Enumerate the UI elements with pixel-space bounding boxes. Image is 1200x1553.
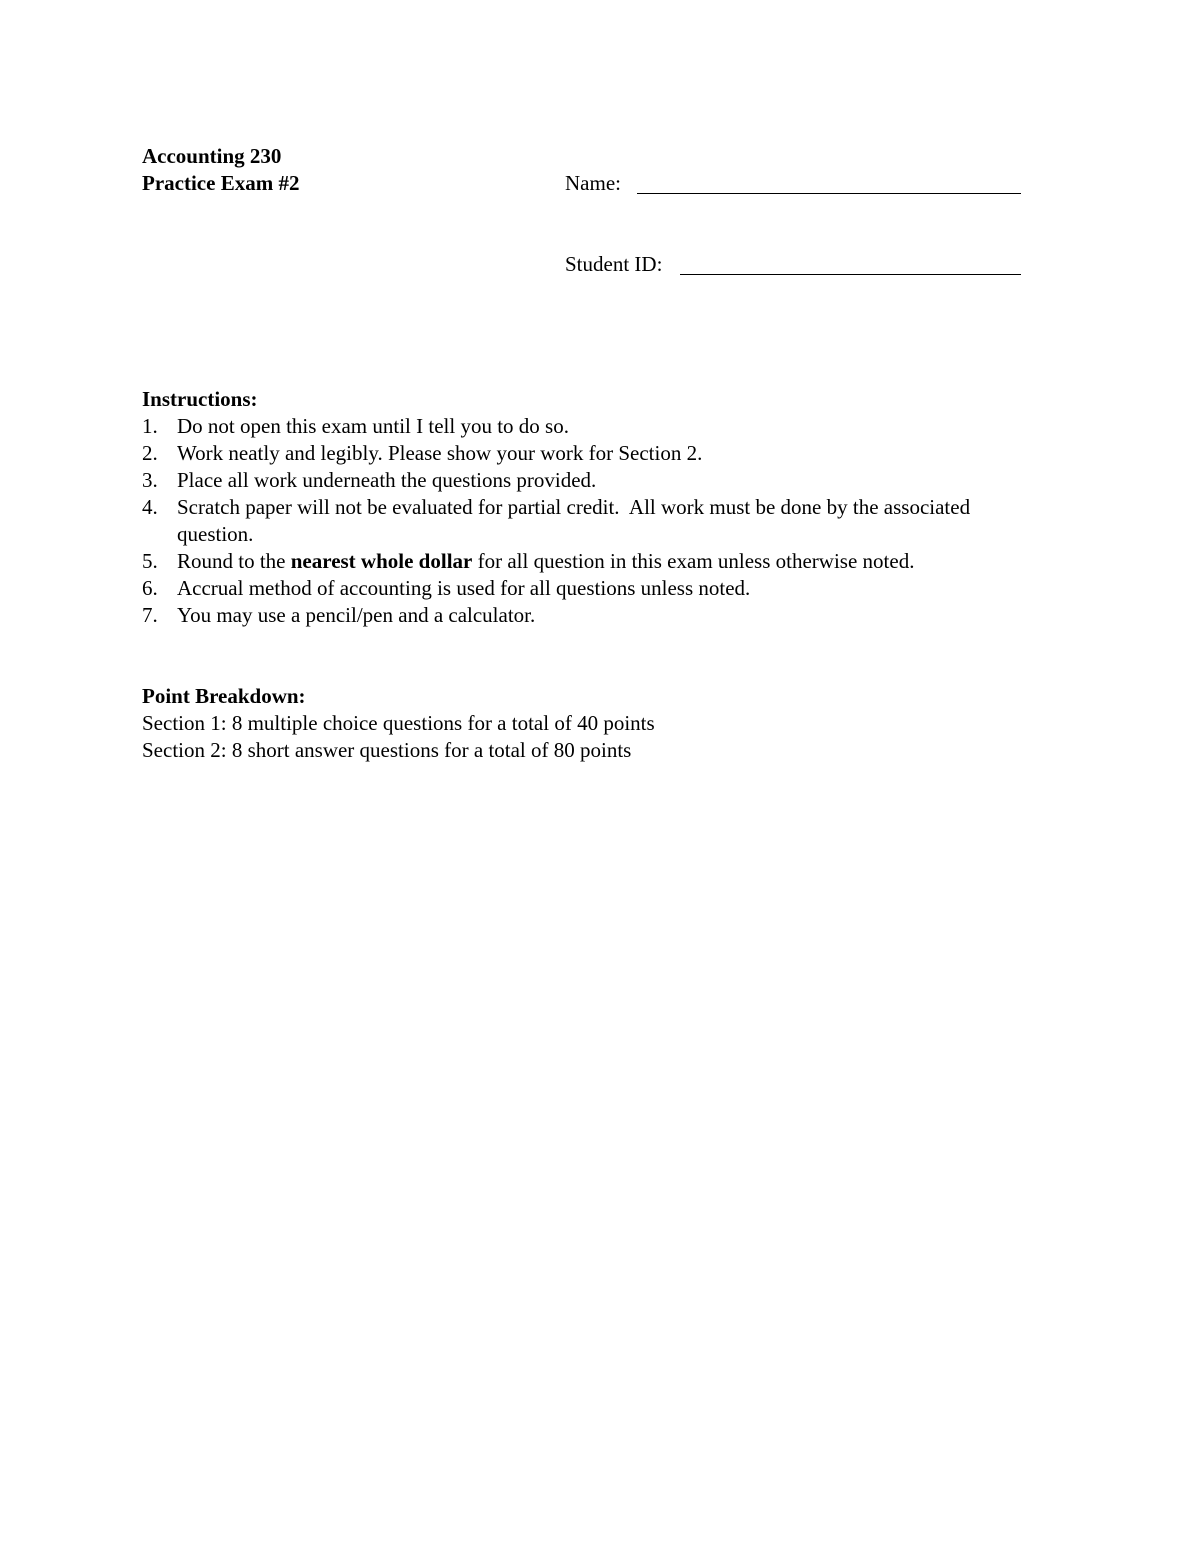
instruction-text: Scratch paper will not be evaluated for partial credit. All work must be done by the associated question.: [177, 495, 976, 546]
instruction-text: Place all work underneath the questions provided.: [177, 468, 597, 492]
instruction-number: 7.: [142, 603, 158, 627]
instruction-item: [142, 575, 1042, 602]
student-id-label: Student ID:: [565, 252, 663, 276]
instructions-list: [142, 413, 1042, 629]
name-blank-line: [637, 193, 1021, 194]
instruction-item: [142, 494, 1042, 548]
instruction-emphasis: nearest whole dollar: [290, 549, 473, 573]
instruction-number: 1.: [142, 414, 158, 438]
instruction-text: Work neatly and legibly. Please show your work for Section 2.: [177, 441, 703, 465]
instruction-text: Do not open this exam until I tell you to do so.: [177, 414, 569, 438]
instruction-item: [142, 467, 1042, 494]
point-breakdown-heading: Point Breakdown:: [142, 684, 306, 708]
student-id-blank-line: [680, 274, 1021, 275]
instruction-item: [142, 413, 1042, 440]
course-title: Accounting 230: [142, 144, 282, 168]
section-2-points: Section 2: 8 short answer questions for a total of 80 points: [142, 738, 632, 762]
instruction-number: 3.: [142, 468, 158, 492]
section-1-points: Section 1: 8 multiple choice questions for a total of 40 points: [142, 711, 655, 735]
instruction-item: [142, 602, 1042, 629]
instructions-heading: Instructions:: [142, 387, 258, 411]
instruction-number: 2.: [142, 441, 158, 465]
instruction-text-before: Round to the: [177, 549, 291, 573]
instruction-text-after: for all question in this exam unless otherwise noted.: [472, 549, 915, 573]
instruction-item: [142, 548, 1042, 575]
exam-title: Practice Exam #2: [142, 171, 300, 195]
instruction-text: Accrual method of accounting is used for all questions unless noted.: [177, 576, 751, 600]
instruction-number: 6.: [142, 576, 158, 600]
instruction-text: You may use a pencil/pen and a calculator.: [177, 603, 536, 627]
instruction-number: 4.: [142, 495, 158, 519]
name-label: Name:: [565, 171, 621, 195]
instruction-number: 5.: [142, 549, 158, 573]
instruction-text: [177, 548, 1042, 575]
instruction-item: [142, 440, 1042, 467]
